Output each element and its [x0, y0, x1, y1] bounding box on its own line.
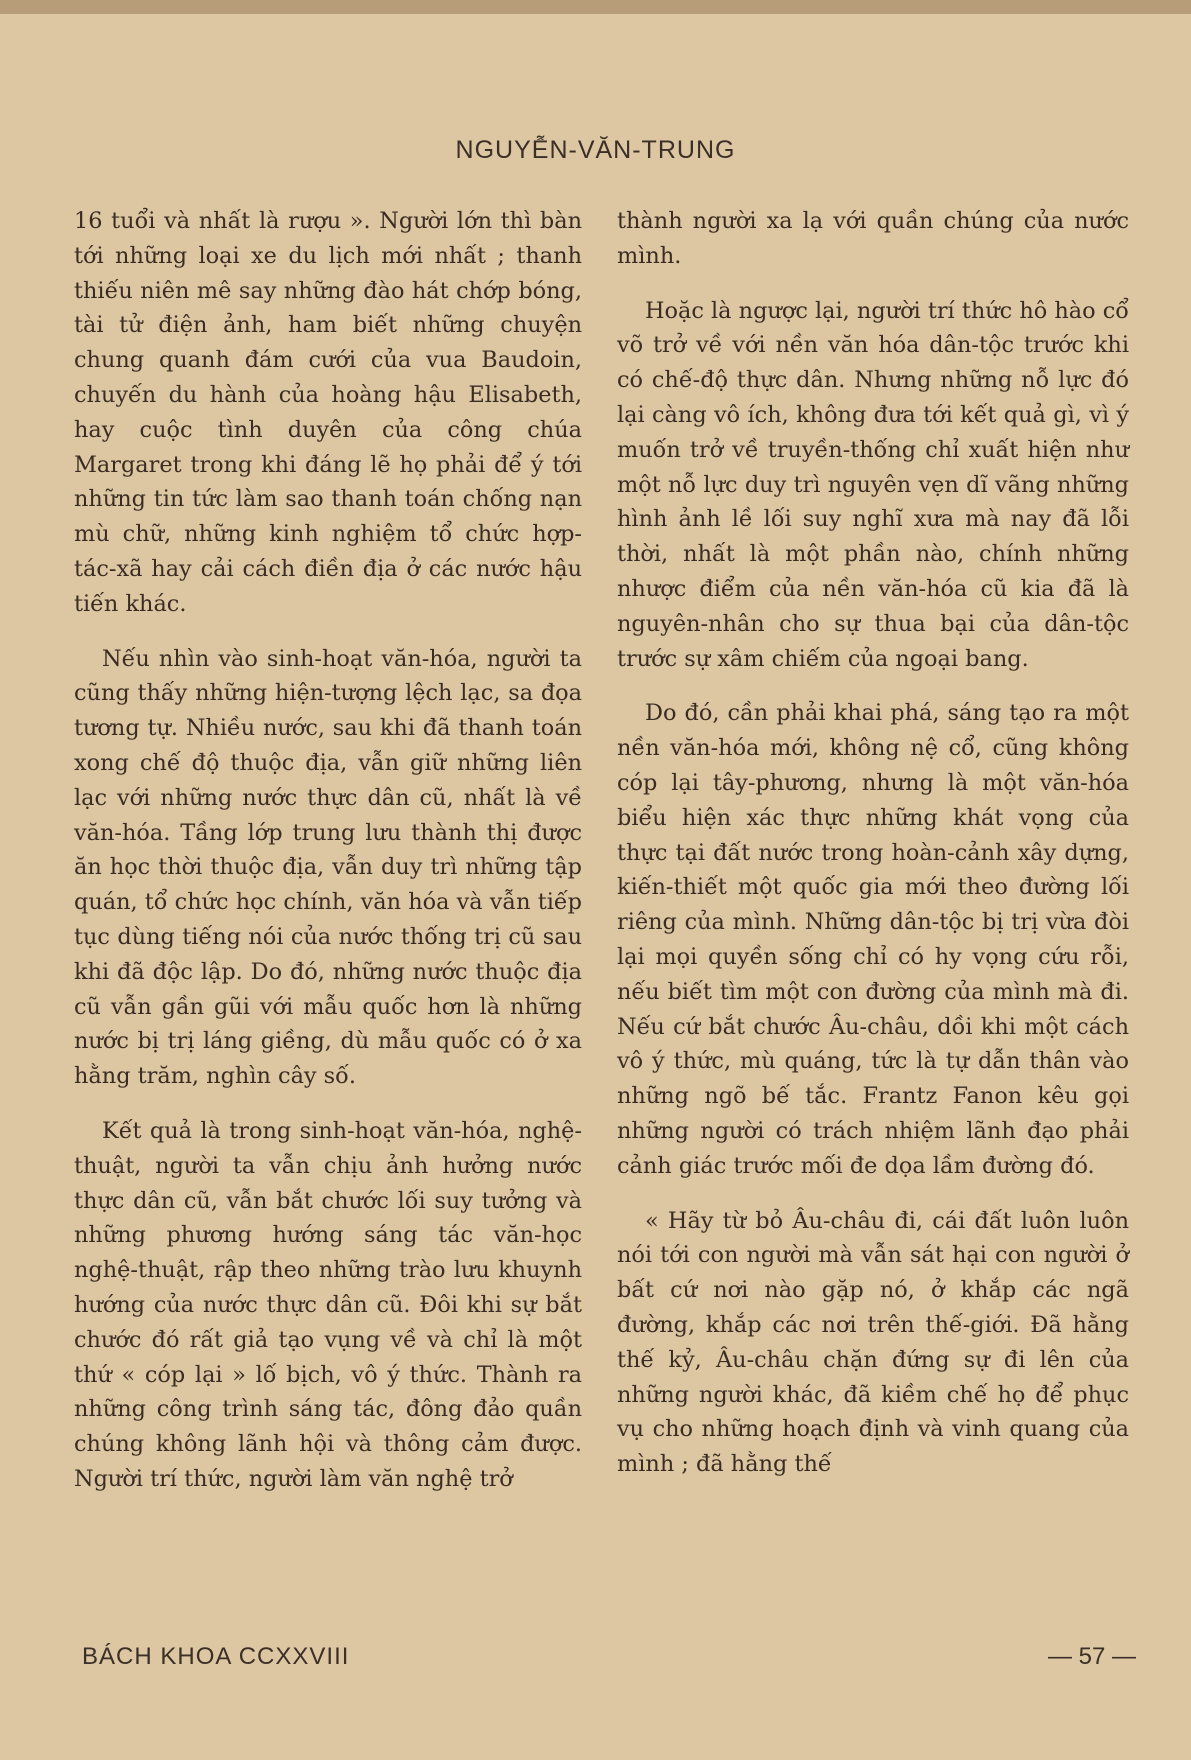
right-paragraph-1: thành người xa lạ với quần chúng của nước mình.	[617, 208, 1129, 269]
right-paragraph-2: Hoặc là ngược lại, người trí thức hô hào cổ võ trở về với nền văn hóa dân-tộc trước khi có chế-độ thực dân. Nhưng những nỗ lực đó lại càng vô ích, không đưa tới kết quả gì, vì ý muốn trở về truyền-thống chỉ xuất hiện như một nỗ lực duy trì nguyên vẹn dĩ vãng những hình ảnh lề lối suy nghĩ xưa mà nay đã lỗi thời, nhất là một phần nào, chính những nhược điểm của nền văn-hóa cũ kia đã là nguyên-nhân cho sự thua bại của dân-tộc trước sự xâm chiếm của ngoại bang.	[617, 297, 1129, 672]
page-number: — 57 —	[1047, 1643, 1136, 1670]
right-column	[617, 204, 1129, 1482]
left-paragraph-2: Nếu nhìn vào sinh-hoạt văn-hóa, người ta cũng thấy những hiện-tượng lệch lạc, sa đọa tương tự. Nhiều nước, sau khi đã thanh toán xong chế độ thuộc địa, vẫn giữ những liên lạc với những nước thực dân cũ, nhất là về văn-hóa. Tầng lớp trung lưu thành thị được ăn học thời thuộc địa, vẫn duy trì những tập quán, tổ chức học chính, văn hóa và vẫn tiếp tục dùng tiếng nói của nước thống trị cũ sau khi đã độc lập. Do đó, những nước thuộc địa cũ vẫn gần gũi với mẫu quốc hơn là những nước bị trị láng giềng, dù mẫu quốc có ở xa hằng trăm, nghìn cây số.	[74, 645, 582, 1090]
left-paragraph-1: 16 tuổi và nhất là rượu ». Người lớn thì bàn tới những loại xe du lịch mới nhất ; thanh thiếu niên mê say những đào hát chớp bóng, tài tử điện ảnh, ham biết những chuyện chung quanh đám cưới của vua Baudoin, chuyến du hành của hoàng hậu Elisabeth, hay cuộc tình duyên của công chúa Margaret trong khi đáng lẽ họ phải để ý tới những tin tức làm sao thanh toán chống nạn mù chữ, những kinh nghiệm tổ chức hợp-tác-xã hay cải cách điền địa ở các nước hậu tiến khác.	[74, 208, 582, 617]
left-paragraph-3: Kết quả là trong sinh-hoạt văn-hóa, nghệ-thuật, người ta vẫn chịu ảnh hưởng nước thực dân cũ, vẫn bắt chước lối suy tưởng và những phương hướng sáng tác văn-học nghệ-thuật, rập theo những trào lưu khuynh hướng của nước thực dân cũ. Đôi khi sự bắt chước đó rất giả tạo vụng về và chỉ là một thứ « cóp lại » lố bịch, vô ý thức. Thành ra những công trình sáng tác, đông đảo quần chúng không lãnh hội và thông cảm được. Người trí thức, người làm văn nghệ trở	[74, 1117, 582, 1492]
magazine-issue-label: BÁCH KHOA CCXXVIII	[82, 1643, 350, 1670]
right-paragraph-4: « Hãy từ bỏ Âu-châu đi, cái đất luôn luôn nói tới con người mà vẫn sát hại con người ở bất cứ nơi nào gặp nó, ở khắp các ngã đường, khắp các nơi trên thế-giới. Đã hằng thế kỷ, Âu-châu chặn đứng sự đi lên của những người khác, đã kiềm chế họ để phục vụ cho những hoạch định và vinh quang của mình ; đã hằng thế	[617, 1207, 1129, 1478]
page-header-author: NGUYỄN-VĂN-TRUNG	[455, 136, 736, 164]
left-column	[74, 204, 582, 1497]
right-paragraph-3: Do đó, cần phải khai phá, sáng tạo ra một nền văn-hóa mới, không nệ cổ, cũng không cóp lại tây-phương, nhưng là một văn-hóa biểu hiện xác thực những khát vọng của thực tại đất nước trong hoàn-cảnh xây dựng, kiến-thiết một quốc gia mới theo đường lối riêng của mình. Những dân-tộc bị trị vừa đòi lại mọi quyền sống chỉ có hy vọng cứu rỗi, nếu biết tìm một con đường của mình mà đi. Nếu cứ bắt chước Âu-châu, dồi khi một cách vô ý thức, mù quáng, tức là tự dẫn thân vào những ngõ bế tắc. Frantz Fanon kêu gọi những người có trách nhiệm lãnh đạo phải cảnh giác trước mối đe dọa lầm đường đó.	[617, 700, 1129, 1179]
